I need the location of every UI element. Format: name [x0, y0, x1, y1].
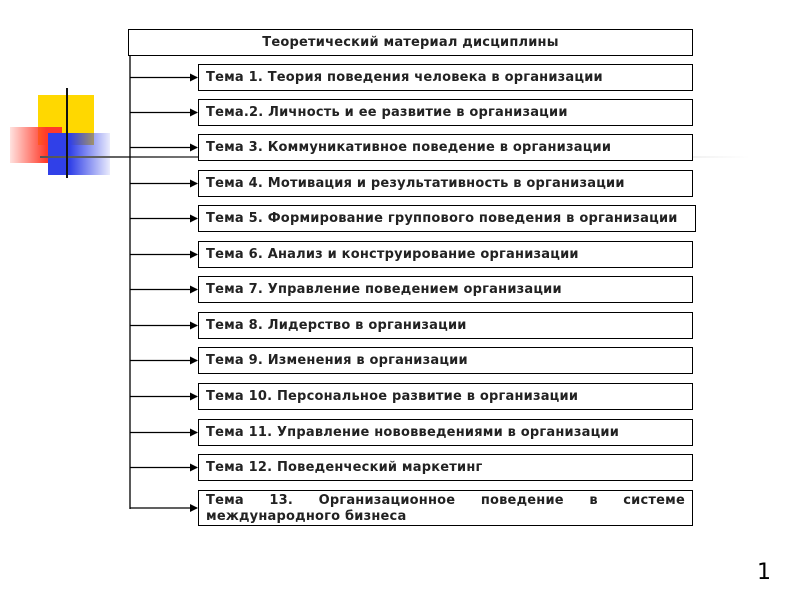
- topic-box-12: [198, 454, 693, 481]
- topic-text: Тема 12. Поведенческий маркетинг: [206, 460, 483, 475]
- topic-box-4: [198, 170, 693, 197]
- topic-box-2: [198, 99, 693, 126]
- topic-box-7: [198, 276, 693, 303]
- topic-box-3: [198, 134, 693, 161]
- topic-text: Тема.2. Личность и ее развитие в организации: [206, 105, 568, 120]
- title-text: Теоретический материал дисциплины: [262, 35, 559, 50]
- topic-text: Тема 13. Организационное поведение в системе международного бизнеса: [206, 493, 685, 524]
- page-number: 1: [757, 560, 771, 585]
- title-box: [128, 29, 693, 56]
- topic-text: Тема 7. Управление поведением организации: [206, 282, 562, 297]
- topic-text: Тема 4. Мотивация и результативность в организации: [206, 176, 625, 191]
- topic-box-5: [198, 205, 696, 232]
- topic-text: Тема 9. Изменения в организации: [206, 353, 468, 368]
- topic-text: Тема 8. Лидерство в организации: [206, 318, 467, 333]
- topic-text: Тема 6. Анализ и конструирование организации: [206, 247, 579, 262]
- topic-box-9: [198, 347, 693, 374]
- topic-box-6: [198, 241, 693, 268]
- topic-box-10: [198, 383, 693, 410]
- topic-text: Тема 5. Формирование группового поведения в организации: [206, 211, 678, 226]
- topic-text: Тема 11. Управление нововведениями в организации: [206, 425, 620, 440]
- topic-text: Тема 3. Коммуникативное поведение в организации: [206, 140, 612, 155]
- topic-box-1: [198, 64, 693, 91]
- topic-box-8: [198, 312, 693, 339]
- topic-text: Тема 1. Теория поведения человека в организации: [206, 70, 603, 85]
- topic-box-11: [198, 419, 693, 446]
- topic-box-13: [198, 490, 693, 526]
- topic-text: Тема 10. Персональное развитие в организации: [206, 389, 579, 404]
